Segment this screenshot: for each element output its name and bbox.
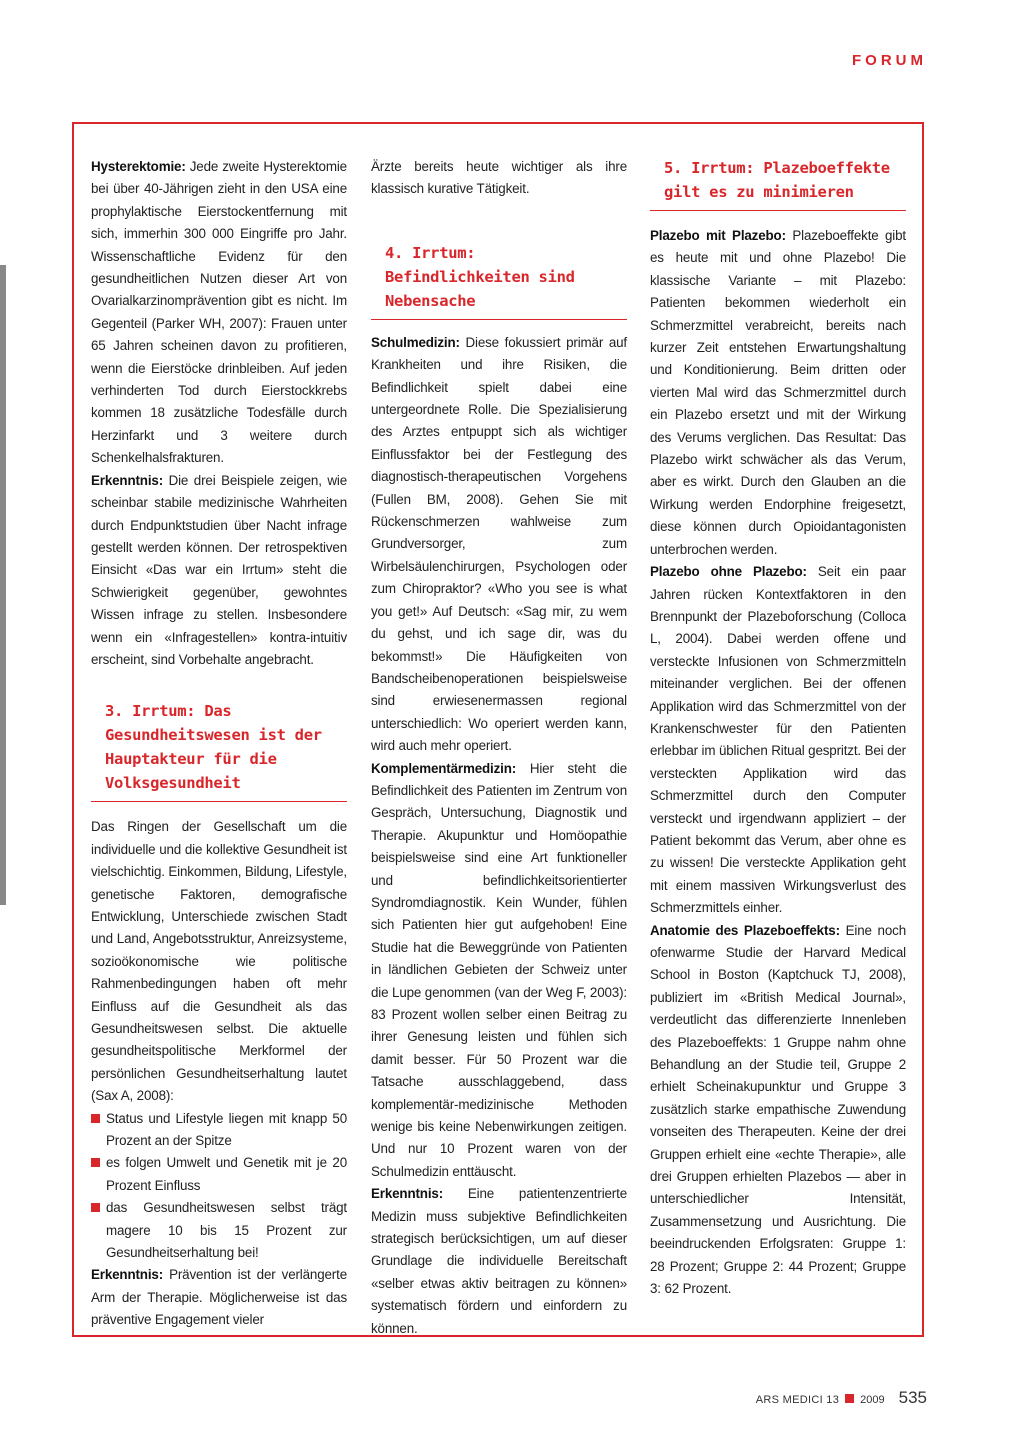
paragraph-lead: Anatomie des Plazeboeffekts:	[650, 922, 840, 938]
paragraph-lead: Erkenntnis:	[91, 472, 164, 488]
column-2	[371, 156, 627, 1340]
paragraph	[650, 561, 906, 920]
paragraph-lead: Plazebo mit Plazebo:	[650, 228, 786, 243]
paragraph-text: Eine noch ofenwarme Studie der Harvard Medical School in Boston (Kaptchuck TJ, 2008), publiziert im «British Medical Journal», verdeutlicht das differenzierte Innenleben des Plazeboeffekts: 1 Gruppe nahm ohne Behandlung an der Studie teil, Gruppe 2 erhielt Scheinakupunktur und Gruppe 3 zusätzlich starke empathische Zuwendung vonseiten des Therapeuten. Keine der drei Gruppen erhielt eine «echte Therapie», alle drei Gruppen erhielten Plazebos — aber in unterschiedlicher Intensität, Zusammensetzung und Ausrichtung. Die beeindruckenden Erfolgsraten: Gruppe 1: 28 Prozent; Gruppe 2: 44 Prozent; Gruppe 3: 62 Prozent.	[650, 922, 906, 1297]
paragraph-lead: Komplementärmedizin:	[371, 760, 517, 776]
paragraph-lead: Erkenntnis:	[371, 1186, 444, 1202]
paragraph-text: Die drei Beispiele zeigen, wie scheinbar stabile medizinische Wahrheiten durch Endpunktstudien über Nacht infrage gestellt werden können. Der retrospektiven Einsicht «Das war ein Irrtum» steht die Schwierigkeit gegenüber, gewohntes Wissen infrage zu stellen. Insbesondere wenn ein «Infragestellen» kontra-intuitiv erscheint, sind Vorbehalte angebracht.	[91, 472, 347, 667]
paragraph	[91, 470, 347, 672]
paragraph-text: Eine patientenzentrierte Medizin muss subjektive Befindlichkeiten strategisch berücksichtigen, um auf dieser Grundlage die individuelle Bereitschaft «selber etwas aktiv beitragen zu können» systematisch fördern und einfordern zu können.	[371, 1186, 627, 1336]
paragraph	[650, 225, 906, 561]
section-heading-4: 4. Irrtum: Befindlichkeiten sind Nebensache	[371, 241, 627, 320]
red-square-icon	[845, 1394, 854, 1403]
paragraph-lead: Plazebo ohne Plazebo:	[650, 564, 807, 580]
paragraph-text: Seit ein paar Jahren rücken Kontextfaktoren in den Brennpunkt der Plazeboforschung (Colloca L, 2004). Dabei werden offene und versteckte Infusionen von Schmerzmitteln miteinander verglichen. Bei der offenen Applikation wird das Schmerzmittel von der Krankenschwester für den Patienten erlebbar im üblichen Ritual gespritzt. Bei der versteckten Applikation wird das Schmerzmittel durch den Computer versteckt und irgendwann appliziert – der Patient bekommt das Verum, aber ohne es zu wissen! Die versteckte Applikation geht mit einem massiven Wirkungsverlust des Schmerzmittels einher.	[650, 564, 906, 916]
paragraph-lead: Schulmedizin:	[371, 334, 460, 350]
paragraph: Ärzte bereits heute wichtiger als ihre klassisch kurative Tätigkeit.	[371, 159, 627, 197]
list-item: Status und Lifestyle liegen mit knapp 50 Prozent an der Spitze	[91, 1108, 347, 1153]
paragraph-text: Jede zweite Hysterektomie bei über 40-Jährigen zieht in den USA eine prophylaktische Eierstockentfernung mit sich, immerhin 300 000 Eingriffe pro Jahr. Wissenschaftliche Evidenz für den gesundheitlichen Nutzen dieser Art von Ovarialkarzinomprävention gibt es nicht. Im Gegenteil (Parker WH, 2007): Frauen unter 65 Jahren scheinen davon zu profitieren, wenn die Eierstöcke drinbleiben. Auf jeden verhinderten Tod durch Eierstockkrebs kommen 18 zusätzliche Todesfälle durch Herzinfarkt und 3 weitere durch Schenkelhalsfrakturen.	[91, 159, 347, 466]
magazine-issue: ARS MEDICI 13	[755, 1394, 840, 1406]
page-edge-marker	[0, 265, 6, 905]
section-label: FORUM	[852, 52, 927, 69]
paragraph-text: Plazeboeffekte gibt es heute mit und ohne Plazebo! Die klassische Variante – mit Plazebo: Patienten bekommen wiederholt ein Schmerzmittel verabreicht, bereits nach kurzer Zeit entstehen Erwartungshaltung und Konditionierung. Beim dritten oder vierten Mal wird das Schmerzmittel durch ein Plazebo ersetzt und mit der Wirkung des Verums verglichen. Das Resultat: Das Plazebo wirkt schwächer als das Verum, aber es wirkt. Durch den Glauben an die Wirkung werden Endorphine freigesetzt, diese können durch Opioidantagonisten unterbrochen werden.	[650, 228, 906, 557]
column-1	[91, 156, 347, 1332]
page-number: 535	[898, 1388, 927, 1407]
section-heading-5: 5. Irrtum: Plazeboeffekte gilt es zu minimieren	[650, 156, 906, 211]
list-item: es folgen Umwelt und Genetik mit je 20 Prozent Einfluss	[91, 1152, 347, 1197]
paragraph-text: Hier steht die Befindlichkeit des Patienten im Zentrum von Gespräch, Untersuchung, Diagnostik und Therapie. Akupunktur und Homöopathie beispielsweise sind eine Art funktioneller und befindlichkeitsorientierter Syndromdiagnostik. Kein Wunder, fühlen sich Patienten hier gut aufgehoben! Eine Studie hat die Beweggründe von Patienten in ländlichen Gebieten der Schweiz unter die Lupe genommen (van der Weg F, 2003): 83 Prozent wollen selber einen Beitrag zu ihrer Genesung leisten und fühlen sich damit besser. Für 50 Prozent war die Tatsache ausschlaggebend, dass komplementär-medizinische Methoden wenige bis keine Nebenwirkungen zeitigen. Und nur 10 Prozent waren von der Schulmedizin enttäuscht.	[371, 760, 627, 1179]
issue-year: 2009	[860, 1394, 885, 1406]
paragraph	[371, 1183, 627, 1340]
paragraph	[91, 156, 347, 470]
list-item: das Gesundheitswesen selbst trägt magere 10 bis 15 Prozent zur Gesundheitserhaltung bei!	[91, 1197, 347, 1264]
paragraph-text: Diese fokussiert primär auf Krankheiten und ihre Risiken, die Befindlichkeit spielt dabei eine untergeordnete Rolle. Die Spezialisierung des Arztes entpuppt sich als wichtiger Einflussfaktor bei der Festlegung des diagnostisch-therapeutischen Vorgehens (Fullen BM, 2008). Gehen Sie mit Rückenschmerzen wahlweise zum Grundversorger, zum Wirbelsäulenchirurgen, Psychologen oder zum Chiropraktor? «Who you see is what you get!» Auf Deutsch: «Sag mir, zu wem du gehst, und ich sage dir, was du bekommst!» Die Häufigkeiten von Bandscheibenoperationen beispielsweise sind erwiesenermassen regional unterschiedlich: Wo operiert werden kann, wird auch mehr operiert.	[371, 334, 627, 754]
bullet-list	[91, 1108, 347, 1265]
paragraph-lead: Erkenntnis:	[91, 1267, 164, 1283]
paragraph: Das Ringen der Gesellschaft um die individuelle und die kollektive Gesundheit ist vielschichtig. Einkommen, Bildung, Lifestyle, genetische Faktoren, demografische Entwicklung, Unterschiede zwischen Stadt und Land, Angebotsstruktur, Anreizsysteme, sozioökonomische wie politische Rahmenbedingungen haben oft mehr Einfluss auf die Gesundheit als das Gesundheitswesen selbst. Die aktuelle gesundheitspolitische Merkformel der persönlichen Gesundheitserhaltung lautet (Sax A, 2008):	[91, 819, 347, 1104]
paragraph-lead: Hysterektomie:	[91, 159, 186, 174]
paragraph-text: Prävention ist der verlängerte Arm der Therapie. Möglicherweise ist das präventive Engagement vieler	[91, 1267, 347, 1328]
section-heading-3: 3. Irrtum: Das Gesundheitswesen ist der Hauptakteur für die Volksgesundheit	[91, 699, 347, 802]
paragraph	[371, 332, 627, 758]
paragraph	[650, 920, 906, 1301]
paragraph	[91, 1264, 347, 1331]
page-footer	[756, 1388, 927, 1408]
column-3	[650, 156, 906, 1301]
paragraph	[371, 758, 627, 1184]
